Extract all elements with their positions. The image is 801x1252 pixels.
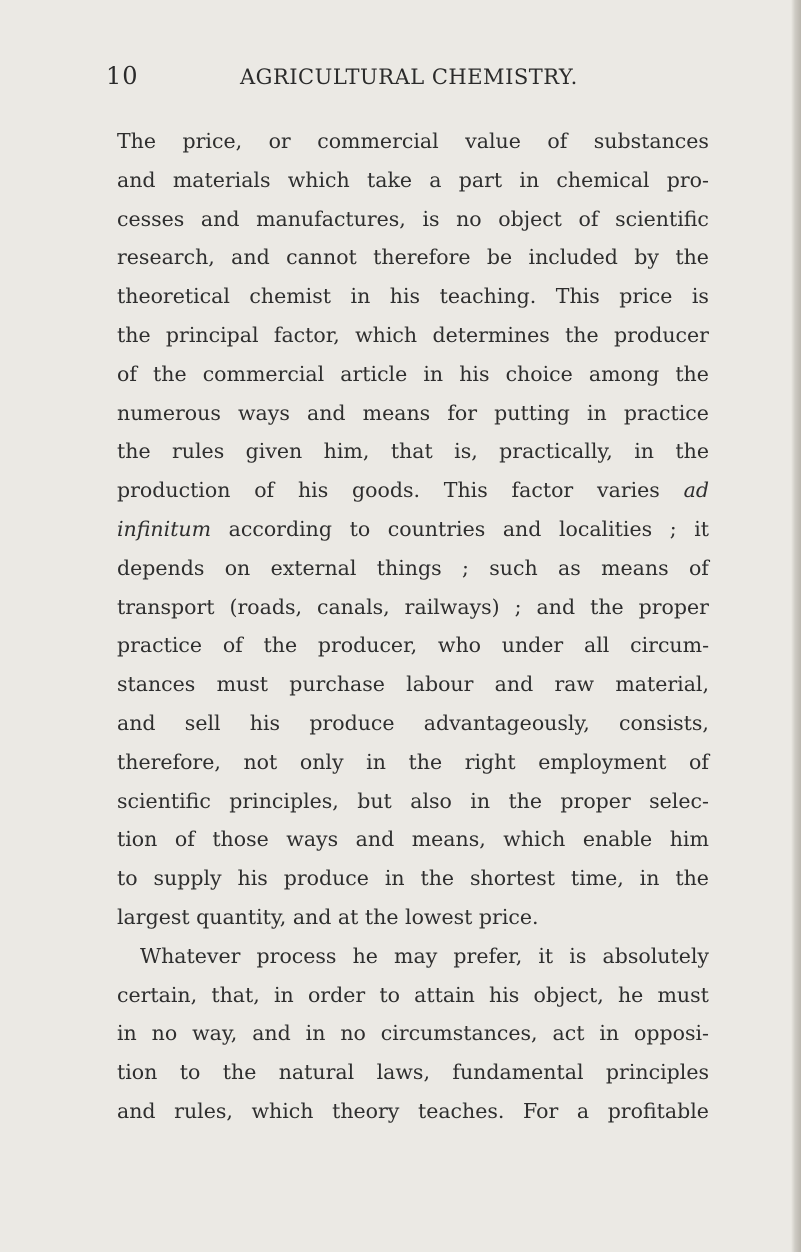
word: ; [514,594,522,619]
word: external [270,555,357,580]
word: and [231,245,270,270]
text-line [117,238,709,277]
word: prefer, [453,943,523,968]
word: canals, [316,594,390,619]
word: ways [286,827,339,852]
word: theory [332,1098,400,1123]
word: largest [117,904,190,929]
word: laws, [376,1060,430,1085]
word: Whatever [140,943,241,968]
word: of [174,827,195,852]
word: such [489,555,538,580]
word: proper [560,788,631,813]
word: be [486,245,513,270]
word: circum- [630,633,709,658]
word: goods. [352,478,420,503]
word: the [222,1060,257,1085]
word: tion [117,827,158,852]
word: no [456,206,482,231]
word: part [458,167,503,192]
word: him [669,827,709,852]
word: in [586,400,607,425]
word: produce [283,866,369,891]
word: circumstances, [380,1021,538,1046]
text-line [117,122,709,161]
text-line [117,432,709,471]
word: price [619,284,673,309]
word: included [528,245,618,270]
word: supply [153,866,222,891]
text-line [117,355,709,394]
word: ways [237,400,290,425]
word: the [117,322,151,347]
word: in [273,982,294,1007]
word: localities [558,516,653,541]
word: and [502,516,542,541]
word: that [390,439,433,464]
word: in [384,866,405,891]
word: therefore [373,245,471,270]
word: railways) [404,594,500,619]
word: manufactures, [256,206,406,231]
word: given [245,439,303,464]
word: transport [117,594,215,619]
word: is [422,206,440,231]
word: and [306,400,346,425]
text-line [117,549,709,588]
text-line [117,394,709,433]
word: his [237,866,268,891]
word: of [547,129,568,153]
word: must [216,672,268,697]
word: factor, [273,322,340,347]
word: take [367,167,413,192]
word: the [675,439,709,464]
word: chemist [249,284,331,309]
word: cannot [286,245,357,270]
italic-word: infinitum [117,516,212,541]
word: in [305,1021,326,1046]
word: theoretical [117,284,230,309]
word: depends [117,555,205,580]
text-line [117,1053,709,1092]
running-head: AGRICULTURAL CHEMISTRY. [240,65,578,89]
word: producer [613,322,709,347]
word: and [117,1098,156,1123]
word: absolutely [602,943,709,968]
word: time, [570,866,624,891]
word: scientific [117,788,211,813]
word: research, [117,245,215,270]
word: his [249,710,281,735]
word: those [212,827,269,852]
word: of [117,361,137,386]
word: sell [184,710,221,735]
word: determines [432,322,550,347]
word: materials [172,167,271,192]
word: numerous [117,400,221,425]
word: means, [411,827,486,852]
word: process [256,943,337,968]
word: the [117,439,151,464]
text-line [117,704,709,743]
word: which [287,167,350,192]
word: and [494,672,534,697]
word: the [420,866,455,891]
word: no [340,1021,366,1046]
word: it [694,516,709,541]
word: means [601,555,669,580]
text-line [117,161,709,200]
word: therefore, [117,749,221,774]
word: to [179,1060,201,1085]
word: of [578,206,599,231]
word: This [443,478,488,503]
word: rules, [174,1098,233,1123]
text-line [117,743,709,782]
word: in [470,788,491,813]
word: to [117,866,138,891]
word: advantageously, [423,710,590,735]
word: may [394,943,438,968]
word: his [459,361,490,386]
text-line [117,510,709,549]
word: in [639,866,660,891]
word: in [519,167,540,192]
word: practically, [499,439,613,464]
word: the [590,594,624,619]
text-line [117,859,709,898]
word: in [117,1021,137,1046]
word: price. [478,904,539,929]
word: only [299,749,344,774]
word: him, [323,439,370,464]
word: produce [309,710,395,735]
word: and [292,904,332,929]
word: labour [406,672,474,697]
word: means [362,400,431,425]
word: also [410,788,452,813]
word: and [536,594,576,619]
word: for [447,400,478,425]
word: which [355,322,418,347]
word: in [423,361,444,386]
word: to [349,516,371,541]
word: right [464,749,516,774]
word: on [224,555,251,580]
word: principles, [229,788,339,813]
word: or [268,129,291,153]
text-line [117,200,709,239]
word: principles [605,1060,709,1085]
page-header [0,62,801,102]
word: and [355,827,395,852]
word: commercial [202,361,325,386]
text-line [117,626,709,665]
word: which [251,1098,314,1123]
page-edge-shadow [791,0,801,1252]
word: purchase [289,672,385,697]
word: his [297,478,329,503]
word: in [366,749,386,774]
word: order [307,982,366,1007]
word: material, [615,672,709,697]
word: price, [182,129,243,153]
word: selec- [649,788,709,813]
word: principal [165,322,259,347]
word: article [340,361,408,386]
word: by [634,245,659,270]
word: shortest [469,866,555,891]
word: and [117,710,156,735]
word: to [379,982,400,1007]
word: the [153,361,187,386]
word: object [498,206,562,231]
word: This [555,284,600,309]
word: of [254,478,275,503]
word: that, [211,982,260,1007]
word: ; [461,555,469,580]
word: of [222,633,243,658]
word: but [357,788,392,813]
text-line [117,316,709,355]
word: natural [278,1060,355,1085]
word: tion [117,1060,158,1085]
word: the [364,904,399,929]
word: and [252,1021,291,1046]
word: and [117,167,156,192]
text-line [117,782,709,821]
word: proper [638,594,709,619]
word: varies [597,478,660,503]
word: value [465,129,521,153]
text-line [117,898,709,937]
word: as [558,555,581,580]
word: which [503,827,566,852]
word: of [688,555,709,580]
word: a [429,167,442,192]
word: raw [554,672,595,697]
word: the [263,633,298,658]
text-line [117,588,709,627]
word: his [489,982,520,1007]
word: under [501,633,564,658]
word: pro- [666,167,709,192]
word: substances [593,129,709,153]
word: no [151,1021,178,1046]
word: according [228,516,332,541]
word: the [508,788,543,813]
word: The [117,129,157,153]
word: practice [623,400,709,425]
word: teaches. [417,1098,505,1123]
word: rules [172,439,225,464]
word: factor [511,478,574,503]
text-line [117,976,709,1015]
word: producer, [317,633,418,658]
word: commercial [317,129,439,153]
word: in [634,439,654,464]
word: is [569,943,587,968]
word: profitable [607,1098,709,1123]
word: the [675,361,709,386]
word: employment [538,749,667,774]
word: is, [454,439,478,464]
word: a [576,1098,590,1123]
word: is [691,284,709,309]
word: and [200,206,240,231]
word: cesses [117,206,185,231]
text-line [117,277,709,316]
italic-word: ad [683,478,709,503]
word: (roads, [229,594,302,619]
word: putting [494,400,570,425]
word: consists, [619,710,709,735]
word: quantity, [196,904,287,929]
word: teaching. [439,284,537,309]
body-text [117,122,709,1131]
word: the [675,245,709,270]
word: he [352,943,378,968]
word: stances [117,672,196,697]
word: opposi- [634,1021,709,1046]
word: not [243,749,278,774]
text-line [117,820,709,859]
text-line [117,1014,709,1053]
word: among [588,361,660,386]
text-line [117,937,709,976]
word: object, [533,982,604,1007]
word: must [657,982,709,1007]
word: scientific [615,206,709,231]
word: at [337,904,359,929]
text-line [117,665,709,704]
word: of [688,749,709,774]
word: certain, [117,982,198,1007]
word: his [389,284,421,309]
word: countries [387,516,486,541]
word: chemical [556,167,650,192]
word: enable [582,827,653,852]
word: lowest [405,904,473,929]
word: all [584,633,610,658]
page-number: 10 [106,62,139,90]
word: the [675,866,709,891]
word: in [599,1021,620,1046]
word: things [376,555,442,580]
word: who [437,633,481,658]
word: way, [192,1021,238,1046]
word: it [538,943,554,968]
word: act [552,1021,585,1046]
text-line [117,471,709,510]
word: choice [505,361,573,386]
word: practice [117,633,203,658]
word: he [617,982,644,1007]
word: fundamental [452,1060,584,1085]
text-line [117,1092,709,1131]
word: production [117,478,231,503]
word: in [350,284,371,309]
word: attain [414,982,475,1007]
word: the [408,749,443,774]
word: For [523,1098,559,1123]
word: the [565,322,599,347]
word: ; [669,516,677,541]
